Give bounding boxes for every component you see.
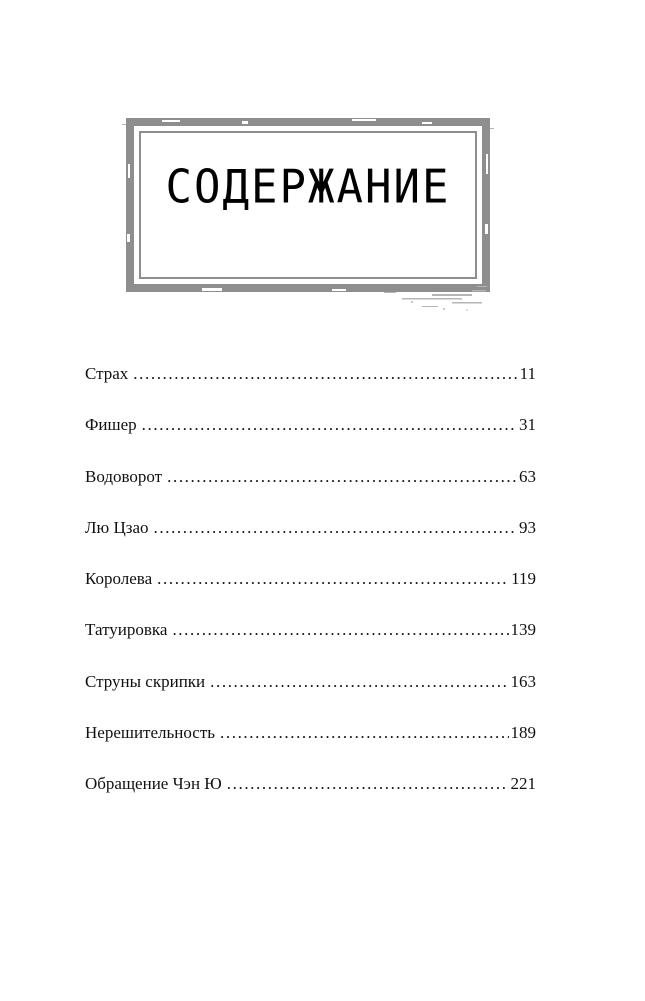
toc-entry[interactable] (85, 364, 536, 415)
toc-entry[interactable] (85, 774, 536, 825)
toc-entry-page: 189 (510, 723, 536, 743)
toc-entry-title: Королева (85, 569, 153, 589)
toc-entry-title: Струны скрипки (85, 671, 206, 691)
toc-entry[interactable] (85, 518, 536, 569)
toc-leader-dots (172, 620, 508, 640)
toc-entry-title: Фишер (85, 415, 137, 435)
toc-entry[interactable] (85, 467, 536, 518)
toc-entry-page: 163 (510, 671, 536, 691)
toc-entry-page: 119 (511, 569, 536, 589)
toc-entry-title: Водоворот (85, 466, 163, 486)
toc-entry[interactable] (85, 415, 536, 466)
toc-leader-dots (167, 467, 517, 487)
table-of-contents (85, 364, 536, 826)
toc-entry[interactable] (85, 723, 536, 774)
toc-leader-dots (157, 569, 509, 589)
toc-entry-page: 63 (519, 466, 536, 486)
toc-leader-dots (133, 364, 517, 384)
toc-entry[interactable] (85, 569, 536, 620)
toc-entry-page: 93 (519, 517, 536, 537)
toc-entry-title: Обращение Чэн Ю (85, 774, 222, 794)
title-frame (122, 114, 494, 314)
toc-leader-dots (227, 774, 509, 794)
toc-leader-dots (154, 518, 517, 538)
toc-entry-title: Страх (85, 364, 129, 383)
toc-entry-title: Нерешительность (85, 723, 216, 743)
page-title: СОДЕРЖАНИЕ (165, 160, 451, 215)
toc-entry[interactable] (85, 620, 536, 671)
toc-entry-page: 139 (510, 620, 536, 640)
toc-leader-dots (210, 672, 508, 692)
toc-entry-title: Татуировка (85, 620, 168, 640)
toc-leader-dots (142, 415, 517, 435)
toc-entry-page: 31 (519, 415, 536, 435)
toc-entry[interactable] (85, 672, 536, 723)
toc-entry-title: Лю Цзао (85, 517, 149, 537)
toc-leader-dots (220, 723, 508, 743)
toc-entry-page: 11 (519, 364, 536, 383)
toc-entry-page: 221 (510, 774, 536, 794)
